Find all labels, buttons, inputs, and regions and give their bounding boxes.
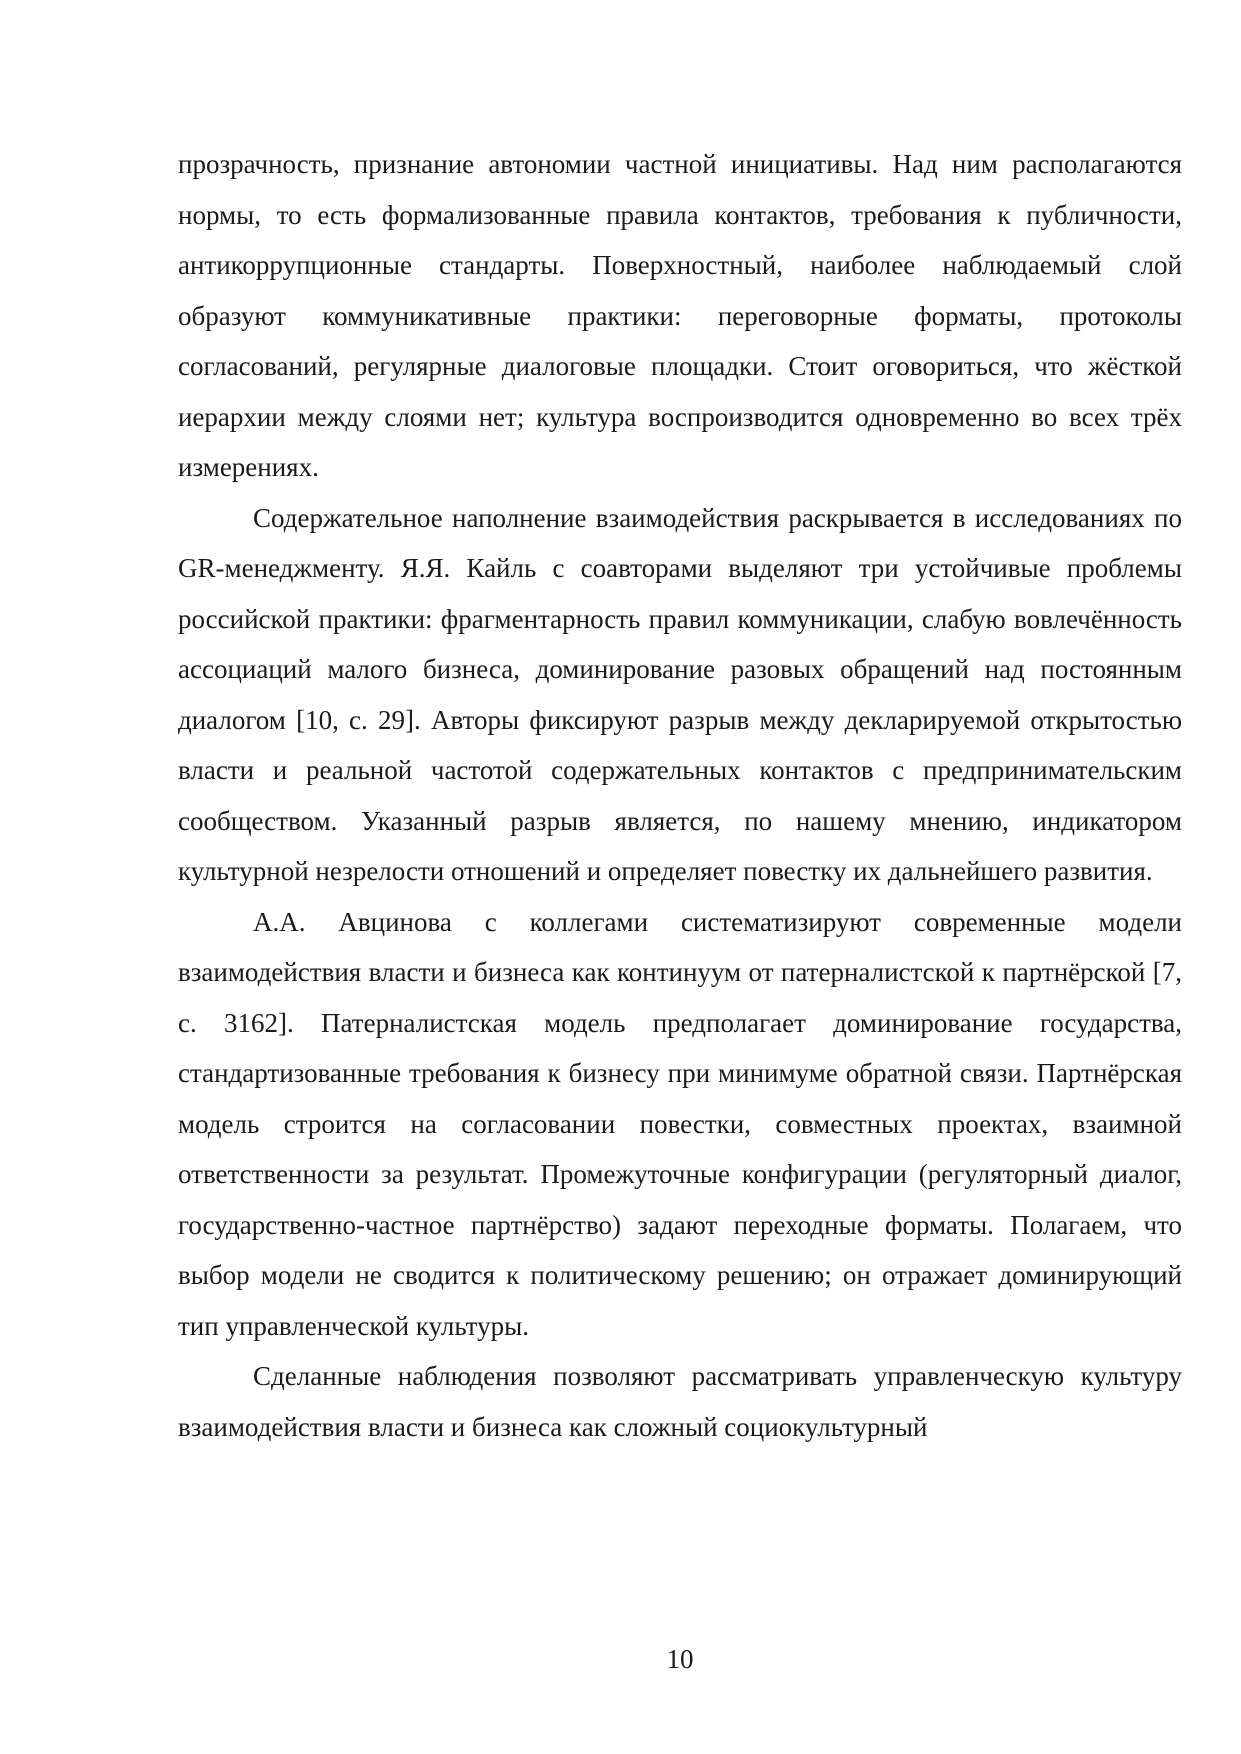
paragraph-observations: Сделанные наблюдения позволяют рассматривать управленческую культуру взаимодействия власти и бизнеса как сложный социокультурный [178,1361,1182,1442]
body-text [178,139,1182,1452]
paragraph-continuation: прозрачность, признание автономии частной инициативы. Над ним располагаются нормы, то есть формализованные правила контактов, требования к публичности, антикоррупционные стандарты. Поверхностный, наиболее наблюдаемый слой образуют коммуникативные практики: переговорные форматы, протоколы согласований, регулярные диалоговые площадки. Стоит оговориться, что жёсткой иерархии между слоями нет; культура воспроизводится одновременно во всех трёх измерениях. [178,149,1182,482]
paragraph-gr-management: Содержательное наполнение взаимодействия раскрывается в исследованиях по GR-менеджменту. Я.Я. Кайль с соавторами выделяют три устойчивые проблемы российской практики: фрагментарность правил коммуникации, слабую вовлечённость ассоциаций малого бизнеса, доминирование разовых обращений над постоянным диалогом [10, с. 29]. Авторы фиксируют разрыв между декларируемой открытостью власти и реальной частотой содержательных контактов с предпринимательским сообществом. Указанный разрыв является, по нашему мнению, индикатором культурной незрелости отношений и определяет повестку их дальнейшего развития. [178,502,1182,886]
paragraph-interaction-models: А.А. Авцинова с коллегами систематизируют современные модели взаимодействия власти и бизнеса как континуум от патерналистской к партнёрской [7, с. 3162]. Патерналистская модель предполагает доминирование государства, стандартизованные требования к бизнесу при минимуме обратной связи. Партнёрская модель строится на согласовании повестки, совместных проектах, взаимной ответственности за результат. Промежуточные конфигурации (регуляторный диалог, государственно-частное партнёрство) задают переходные форматы. Полагаем, что выбор модели не сводится к политическому решению; он отражает доминирующий тип управленческой культуры. [178,906,1182,1341]
page-number: 10 [666,1644,694,1674]
